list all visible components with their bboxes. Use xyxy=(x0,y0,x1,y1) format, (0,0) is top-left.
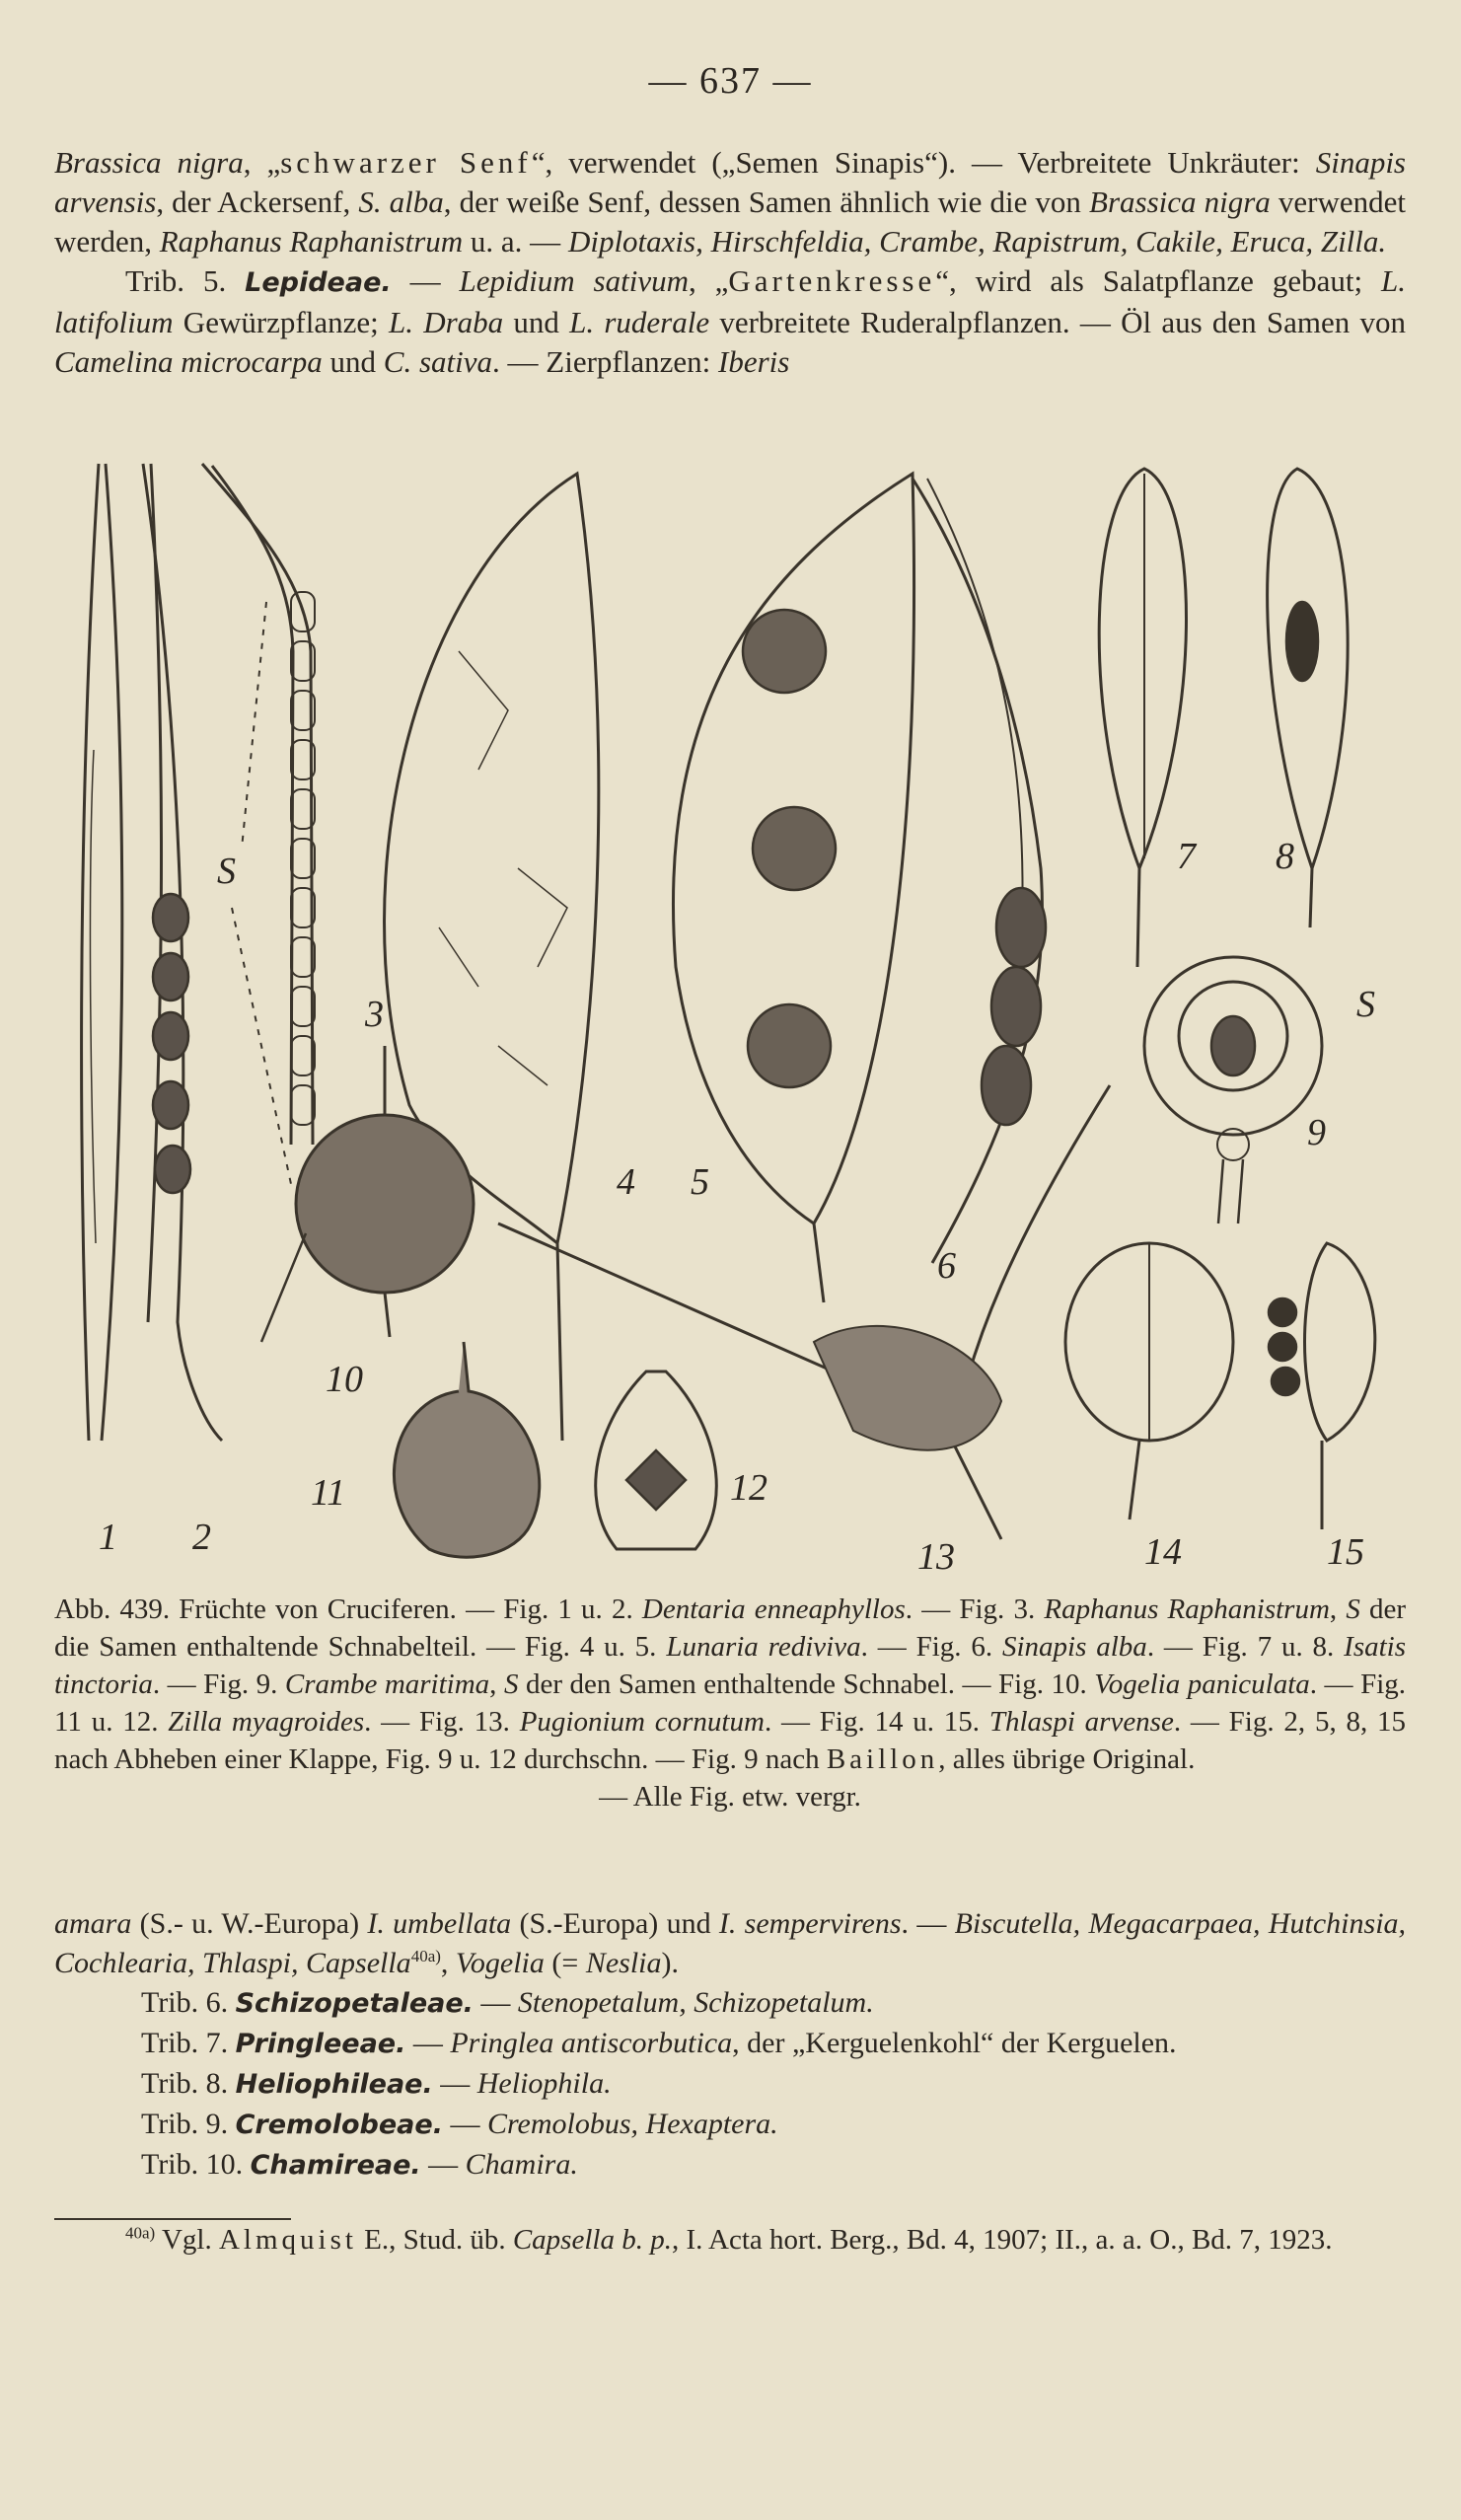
fig-label-14: 14 xyxy=(1144,1531,1182,1573)
text-run: Raphanus Raphanistrum xyxy=(159,224,464,259)
text-run: Trib. 5. xyxy=(125,263,246,298)
text-run: Vogelia paniculata xyxy=(1094,1668,1310,1700)
text-run: , xyxy=(1329,1594,1347,1625)
caption-note: — Alle Fig. etw. vergr. xyxy=(599,1781,861,1813)
text-run: und xyxy=(503,305,570,339)
page-number: — 637 — xyxy=(648,60,813,102)
text-run: Sinapis alba xyxy=(1001,1631,1147,1663)
text-run: Diplotaxis, Hirschfeldia, Crambe, Rapistrum, Cakile, Eruca, Zilla. xyxy=(567,224,1387,259)
text-run: Vogelia xyxy=(455,1947,545,1979)
fig-label-2: 2 xyxy=(192,1517,211,1558)
text-run: Cremolobus, Hexaptera. xyxy=(486,2108,778,2140)
text-run: — xyxy=(473,1986,518,2019)
text-run: Stenopetalum, Schizopetalum. xyxy=(517,1986,874,2019)
text-run: , der Ackersenf, xyxy=(156,185,359,219)
text-run: , „ xyxy=(243,145,281,180)
text-run: S. alba xyxy=(358,185,444,219)
fruit-fig-13 xyxy=(498,1085,1110,1539)
fig-label-s-3: S xyxy=(217,851,236,892)
text-run: . — Fig. 2, 5, 8, 15 nach Abheben einer Klappe, Fig. 9 u. 12 durchschn. — Fig. 9 nach xyxy=(54,1706,1407,1775)
fruit-fig-14 xyxy=(1065,1243,1233,1519)
text-run: Lunaria rediviva xyxy=(666,1631,861,1663)
text-run: Pringleeae. xyxy=(235,2029,406,2059)
fig-label-10: 10 xyxy=(326,1359,363,1400)
text-run: L. Draba xyxy=(388,305,504,339)
text-run: C. sativa xyxy=(383,344,493,379)
text-run: Abb. 439. Früchte von Cruciferen. — Fig. 1 u. 2. xyxy=(54,1594,642,1625)
figure-caption xyxy=(54,1591,1406,1816)
text-run: Cremolobeae. xyxy=(235,2110,443,2140)
text-run: Heliophileae. xyxy=(235,2069,433,2100)
text-run: Brassica nigra xyxy=(1089,185,1271,219)
text-run: , der weiße Senf, dessen Samen ähnlich wie die von xyxy=(443,185,1090,219)
text-run: . — xyxy=(901,1907,955,1940)
fig-label-1: 1 xyxy=(99,1517,117,1558)
text-run: Trib. 8. xyxy=(141,2067,236,2100)
text-run: der die Samen enthaltende Schnabelteil. — Fig. 4 u. 5. xyxy=(54,1594,1407,1663)
text-run: Camelina microcarpa xyxy=(54,344,323,379)
text-run: L. ruderale xyxy=(569,305,710,339)
text-run: Vgl. xyxy=(155,2224,219,2256)
text-run: Neslia xyxy=(585,1947,662,1979)
text-run: Trib. 6. xyxy=(141,1986,236,2019)
text-run: (S.-Europa) und xyxy=(511,1907,719,1940)
text-run: u. a. — xyxy=(463,224,568,259)
tribe-line xyxy=(54,2105,1406,2145)
text-run: Almquist xyxy=(218,2224,357,2256)
text-run: Thlaspi arvense xyxy=(988,1706,1174,1738)
text-run: (S.- u. W.-Europa) xyxy=(131,1907,368,1940)
fig-label-5: 5 xyxy=(691,1161,709,1203)
tribe-line xyxy=(54,2024,1406,2064)
fig-label-8: 8 xyxy=(1276,836,1294,877)
text-run: Zilla myagroides xyxy=(168,1706,365,1738)
text-run: Iberis xyxy=(718,344,790,379)
text-run: Gewürzpflanze; xyxy=(173,305,389,339)
text-run: verwendet werden, xyxy=(54,185,1406,259)
text-run: . — Fig. 6. xyxy=(860,1631,1002,1663)
text-run: Lepideae. xyxy=(245,267,392,298)
fig-label-4: 4 xyxy=(617,1161,635,1203)
fruit-fig-4 xyxy=(385,474,599,1441)
text-run: , xyxy=(440,1947,456,1979)
text-run: Gartenkresse xyxy=(728,263,936,298)
paragraph-iberis xyxy=(54,1904,1406,1983)
text-run: Raphanus Raphanistrum xyxy=(1044,1594,1330,1625)
text-run: . — Fig. 7 u. 8. xyxy=(1146,1631,1345,1663)
text-run: Brassica nigra xyxy=(54,145,244,180)
footnote-marker: 40a) xyxy=(125,2223,156,2243)
fig-label-7: 7 xyxy=(1177,836,1196,877)
text-run: — xyxy=(405,2027,451,2059)
text-run: , der „Kerguelenkohl“ der Kerguelen. xyxy=(732,2027,1177,2059)
text-run: Capsella b. p. xyxy=(512,2224,672,2256)
fruit-fig-15 xyxy=(1269,1243,1375,1529)
fruit-fig-3 xyxy=(202,464,315,1184)
fruit-fig-6 xyxy=(913,479,1046,1263)
fig-label-11: 11 xyxy=(311,1472,346,1514)
paragraph-brassicae xyxy=(54,143,1406,261)
fruit-fig-11 xyxy=(394,1342,539,1557)
text-run: Chamira. xyxy=(465,2148,578,2181)
text-run: — xyxy=(432,2067,477,2100)
text-run: ). xyxy=(661,1947,679,1979)
text-run: — xyxy=(391,263,460,298)
tribe-line xyxy=(54,1983,1406,2024)
fig-label-15: 15 xyxy=(1327,1531,1364,1573)
text-run: L. latifolium xyxy=(54,263,1407,339)
fig-label-s-9: S xyxy=(1356,984,1375,1025)
text-run: Isatis tinctoria xyxy=(54,1631,1407,1700)
text-run: amara xyxy=(54,1907,132,1940)
text-run: Trib. 10. xyxy=(141,2148,251,2181)
footnote xyxy=(54,2220,1406,2260)
text-run: “, wird als Salatpflanze gebaut; xyxy=(935,263,1382,298)
text-run: , xyxy=(489,1668,504,1700)
text-run: . — Zierpflanzen: xyxy=(492,344,718,379)
text-run: Trib. 9. xyxy=(141,2108,236,2140)
bottom-text xyxy=(54,1904,1406,2186)
text-run: Trib. 7. xyxy=(141,2027,236,2059)
tribe-list xyxy=(54,1983,1406,2186)
text-run: Pringlea antiscorbutica xyxy=(450,2027,733,2059)
fruit-fig-12 xyxy=(596,1371,717,1549)
text-run: I. umbellata xyxy=(367,1907,512,1940)
text-run: schwarzer Senf xyxy=(280,145,532,180)
text-run: Chamireae. xyxy=(250,2150,421,2181)
text-run: , I. Acta hort. Berg., Bd. 4, 1907; II., a. a. O., Bd. 7, 1923. xyxy=(671,2224,1333,2256)
text-run: Schizopetaleae. xyxy=(235,1988,474,2019)
text-run: , alles übrige Original. xyxy=(938,1743,1196,1775)
fig-label-6: 6 xyxy=(937,1245,956,1287)
figure-cruciferae-fruits xyxy=(44,454,1416,1589)
footnote-marker: 40a) xyxy=(410,1947,441,1965)
text-run: . — Fig. 9. xyxy=(152,1668,285,1700)
fig-label-9: 9 xyxy=(1307,1112,1326,1153)
tribe-line xyxy=(54,2145,1406,2186)
text-run: Crambe maritima xyxy=(284,1668,490,1700)
text-run: . — Fig. 11 u. 12. xyxy=(54,1668,1407,1738)
text-run: verbreitete Ruderalpflanzen. — Öl aus den Samen von xyxy=(709,305,1407,339)
fruit-fig-2 xyxy=(143,464,222,1441)
caption-text xyxy=(54,1591,1406,1778)
paragraph-lepideae xyxy=(54,261,1406,382)
fig-label-13: 13 xyxy=(917,1536,955,1578)
text-run: Sinapis arvensis xyxy=(54,145,1406,219)
text-run: Dentaria enneaphyllos xyxy=(641,1594,906,1625)
fig-label-3: 3 xyxy=(365,994,384,1035)
text-run: “, verwendet („Semen Sinapis“). — Verbreitete Unkräuter: xyxy=(531,145,1316,180)
footnote-text xyxy=(54,2220,1406,2260)
fig-label-12: 12 xyxy=(730,1467,767,1509)
text-run: . — Fig. 14 u. 15. xyxy=(764,1706,989,1738)
text-run: und xyxy=(322,344,384,379)
text-run: der den Samen enthaltende Schnabel. — Fig. 10. xyxy=(518,1668,1095,1700)
text-run: . — Fig. 13. xyxy=(364,1706,520,1738)
text-run: (= xyxy=(544,1947,586,1979)
fruit-fig-7 xyxy=(1099,469,1186,967)
text-run: Biscutella, Megacarpaea, Hutchinsia, Cochlearia, Thlaspi, Capsella xyxy=(54,1907,1407,1979)
text-run: S xyxy=(1346,1594,1360,1625)
text-run: Baillon xyxy=(826,1743,939,1775)
text-run: Lepidium sativum xyxy=(459,263,689,298)
tribe-line xyxy=(54,2064,1406,2105)
text-run: I. sempervirens xyxy=(718,1907,902,1940)
text-run: E., Stud. üb. xyxy=(356,2224,513,2256)
fruit-fig-1 xyxy=(82,464,122,1441)
fruit-fig-5 xyxy=(673,474,913,1302)
fruit-fig-9 xyxy=(1144,957,1322,1223)
text-run: — xyxy=(420,2148,466,2181)
text-run: . — Fig. 3. xyxy=(905,1594,1045,1625)
top-text xyxy=(54,143,1406,382)
text-run: S xyxy=(503,1668,519,1700)
text-run: Heliophila. xyxy=(476,2067,612,2100)
text-run: , „ xyxy=(688,263,729,298)
text-run: Pugionium cornutum xyxy=(519,1706,765,1738)
text-run: — xyxy=(442,2108,487,2140)
